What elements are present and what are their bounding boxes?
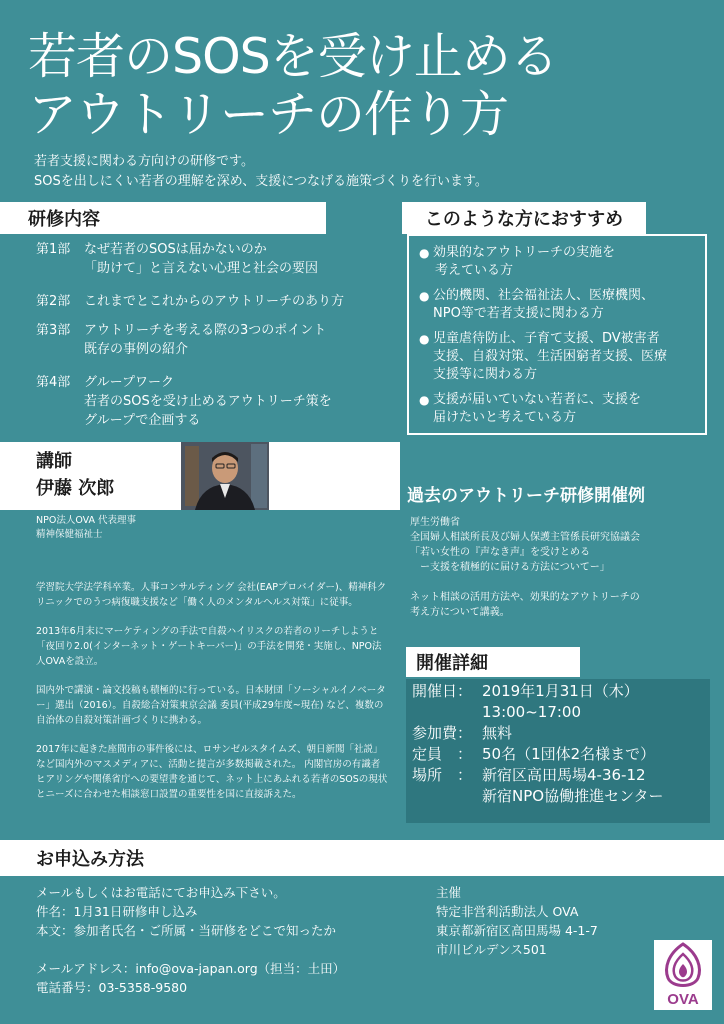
training-heading-band <box>0 202 326 234</box>
past-line <box>410 575 710 590</box>
bullet-icon: ● <box>419 246 430 260</box>
details-value: 50名（1団体2名様まで） <box>482 745 656 763</box>
details-key <box>412 786 482 807</box>
email-address[interactable]: メールアドレス：info@ova-japan.org（担当：土田） <box>36 961 346 976</box>
host-line: 主催 <box>436 885 462 900</box>
details-key: 開催日： <box>412 682 473 700</box>
recommend-item <box>419 391 695 427</box>
part-number: 第2部 <box>36 294 71 309</box>
bio-paragraph: 学習院大学法学科卒業。人事コンサルティング 会社(EAPプロバイダー)、精神科クリニックでのうつ病復職支援など「働く人のメンタルヘルス対策」に従事。 <box>36 582 387 608</box>
details-heading-band <box>406 647 580 677</box>
intro-text <box>34 152 488 192</box>
part-number: 第3部 <box>36 323 71 338</box>
ova-logo-text: OVA <box>667 991 699 1008</box>
training-part-3 <box>36 321 396 359</box>
ova-logo <box>654 940 712 1010</box>
details-row <box>412 681 704 702</box>
apply-body <box>36 883 345 997</box>
affiliation-line: NPO法人OVA 代表理事 <box>36 515 137 526</box>
recommend-item <box>419 330 695 384</box>
details-body <box>406 679 710 823</box>
intro-line-2: SOSを出しにくい若者の理解を深め、支援につなげる施策づくりを行います。 <box>34 174 488 189</box>
host-line: 東京都新宿区高田馬場 4-1-7 <box>436 923 598 938</box>
training-parts <box>36 240 396 444</box>
part-number: 第4部 <box>36 375 71 390</box>
training-heading: 研修内容 <box>28 209 100 230</box>
part-text: 「助けて」と言えない心理と社会の要因 <box>84 261 319 276</box>
past-line: 考え方について講義。 <box>410 607 510 618</box>
details-value: 新宿区高田馬場4-36-12 <box>482 766 646 784</box>
host-line: 市川ビルデンス501 <box>436 942 547 957</box>
part-text: グループワーク <box>84 375 174 390</box>
past-heading: 過去のアウトリーチ研修開催例 <box>407 486 645 506</box>
details-row <box>412 744 704 765</box>
apply-line: 件名：1月31日研修申し込み <box>36 904 198 919</box>
recommend-text: 支援等に関わる方 <box>433 367 538 382</box>
past-body <box>410 515 710 620</box>
details-row <box>412 702 704 723</box>
details-value: 新宿NPO協働推進センター <box>482 787 664 805</box>
phone-number[interactable]: 電話番号：03-5358-9580 <box>36 980 188 995</box>
affiliation-line: 精神保健福祉士 <box>36 529 103 540</box>
details-key <box>412 702 482 723</box>
recommend-item <box>419 287 695 323</box>
recommend-heading-band <box>402 202 646 234</box>
title-line-2: アウトリーチの作り方 <box>28 86 509 143</box>
details-key: 場所 ： <box>412 766 473 784</box>
lecturer-bio <box>36 580 388 816</box>
bullet-icon: ● <box>419 332 430 346</box>
part-text: アウトリーチを考える際の3つのポイント <box>84 323 327 338</box>
lecturer-affiliation <box>36 514 136 542</box>
lecturer-heading <box>36 448 114 502</box>
details-value: 無料 <box>482 724 513 742</box>
recommend-text: 児童虐待防止、子育て支援、DV被害者 <box>433 331 660 346</box>
recommend-text: 支援、自殺対策、生活困窮者支援、医療 <box>433 349 668 364</box>
apply-heading: お申込み方法 <box>36 849 144 870</box>
training-part-1 <box>36 240 396 278</box>
details-key: 参加費： <box>412 724 473 742</box>
bio-paragraph: 2017年に起きた座間市の事件後には、ロサンゼルスタイムズ、朝日新聞「社説」など国内外のマスメディアに、活動と提言が多数掲載された。 内閣官房の有識者ヒアリングや関係省庁への要望書を通じて、ネット上にあふれる若者のSOSの現状とニーズに合わせた相談窓口設置の重要性を国に直接訴えた。 <box>36 744 388 800</box>
apply-heading-band <box>0 840 724 876</box>
part-number: 第1部 <box>36 242 71 257</box>
past-line: ー支援を積極的に届ける方法についてー」 <box>410 562 610 573</box>
details-value: 13:00~17:00 <box>482 703 582 721</box>
recommend-text: 支援が届いていない若者に、支援を <box>433 392 642 407</box>
past-line: 厚生労働省 <box>410 517 460 528</box>
bio-paragraph: 国内外で講演・論文投稿も積極的に行っている。日本財団「ソーシャルイノベーター」選出（2016）。自殺総合対策東京会議 委員(平成29年度~現在) など、複数の自治体の自殺対策計画づくりに携わる。 <box>36 685 386 726</box>
details-value: 2019年1月31日（木） <box>482 682 639 700</box>
apply-line: メールもしくはお電話にてお申込み下さい。 <box>36 885 286 900</box>
part-text: これまでとこれからのアウトリーチのあり方 <box>84 294 345 309</box>
details-heading: 開催詳細 <box>416 653 488 674</box>
details-row <box>412 765 704 786</box>
title-line-1: 若者のSOSを受け止める <box>28 28 558 85</box>
recommend-text: 考えている方 <box>435 263 514 278</box>
page-title <box>28 28 708 144</box>
lecturer-label: 講師 <box>36 451 72 472</box>
host-info <box>436 883 598 959</box>
lecturer-photo <box>181 442 269 510</box>
host-line: 特定非営利活動法人 OVA <box>436 904 579 919</box>
apply-line: 本文：参加者氏名・ご所属・当研修をどこで知ったか <box>36 923 337 938</box>
recommend-text: 公的機関、社会福祉法人、医療機関、 <box>433 288 655 303</box>
past-line: ネット相談の活用方法や、効果的なアウトリーチの <box>410 592 640 603</box>
past-line: 「若い女性の『声なき声』を受けとめる <box>410 547 590 558</box>
recommend-text: 効果的なアウトリーチの実施を <box>433 245 616 260</box>
details-key: 定員 ： <box>412 745 473 763</box>
details-row <box>412 723 704 744</box>
apply-line <box>36 940 345 959</box>
part-text: なぜ若者のSOSは届かないのか <box>84 242 267 257</box>
bullet-icon: ● <box>419 289 430 303</box>
recommend-box <box>407 234 707 435</box>
part-text: 既存の事例の紹介 <box>84 342 189 357</box>
recommend-text: 届けたいと考えている方 <box>433 410 577 425</box>
past-line: 全国婦人相談所長及び婦人保護主管係長研究協議会 <box>410 532 640 543</box>
intro-line-1: 若者支援に関わる方向けの研修です。 <box>34 154 254 169</box>
recommend-text: NPO等で若者支援に関わる方 <box>433 306 604 321</box>
part-text: 若者のSOSを受け止めるアウトリーチ策を <box>84 394 332 409</box>
recommend-item <box>419 244 695 280</box>
training-part-2 <box>36 292 396 311</box>
training-part-4 <box>36 373 396 430</box>
part-text: グループで企画する <box>84 413 201 428</box>
details-row <box>412 786 704 807</box>
lecturer-name: 伊藤 次郎 <box>36 478 115 499</box>
bullet-icon: ● <box>419 393 430 407</box>
recommend-heading: このような方におすすめ <box>424 209 624 230</box>
bio-paragraph: 2013年6月末にマーケティングの手法で自殺ハイリスクの若者のリーチしようと「夜回り2.0(インターネット・ゲートキーパー)」の手法を開発・実施し、NPO法人OVAを設立。 <box>36 626 382 667</box>
